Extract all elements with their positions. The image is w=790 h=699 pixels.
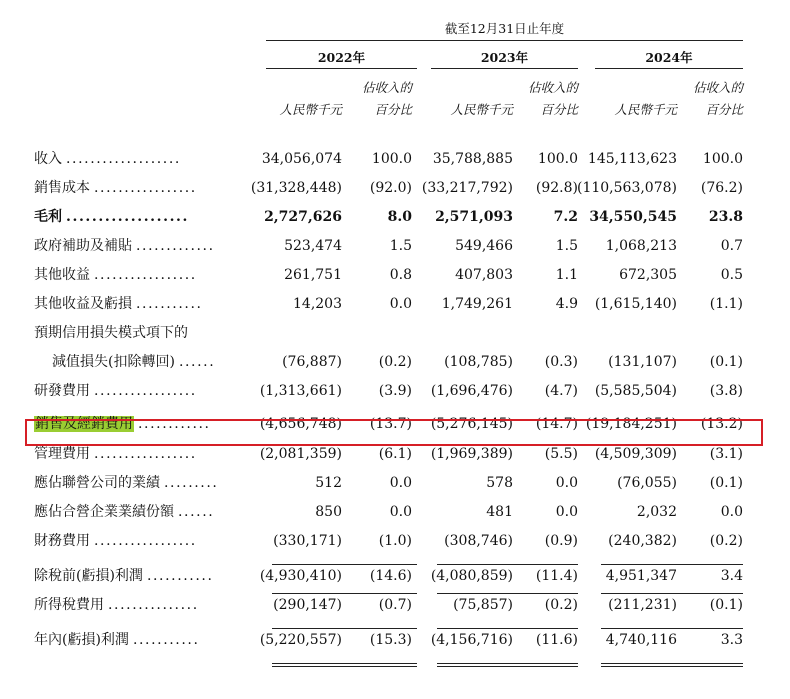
pct-col-header: 佔收入的	[527, 80, 578, 95]
row-label	[34, 630, 200, 650]
value-pct: (6.1)	[378, 446, 412, 462]
value-pct: (4.7)	[544, 383, 578, 399]
leader-dots: ............	[138, 416, 211, 432]
value-rmb: (4,509,309)	[594, 446, 677, 462]
row-label-text: 財務費用	[34, 533, 90, 549]
value-rmb: (1,615,140)	[594, 296, 677, 312]
value-rmb: (1,696,476)	[430, 383, 513, 399]
leader-dots: .................	[94, 533, 197, 549]
subtotal-rule	[437, 628, 578, 629]
subtotal-rule	[272, 628, 417, 629]
value-pct: 1.5	[555, 238, 578, 254]
value-pct: (3.9)	[378, 383, 412, 399]
row-label	[34, 149, 181, 169]
year-rule	[431, 68, 578, 69]
value-pct: (11.4)	[535, 568, 578, 584]
value-rmb: (308,746)	[444, 533, 513, 549]
subtotal-rule	[601, 593, 743, 594]
row-label	[34, 502, 214, 522]
value-rmb: (1,313,661)	[259, 383, 342, 399]
value-pct: (0.9)	[544, 533, 578, 549]
value-rmb: 145,113,623	[587, 151, 677, 167]
value-rmb: 2,571,093	[435, 209, 513, 225]
leader-dots: .........	[164, 475, 219, 491]
leader-dots: ......	[178, 504, 215, 520]
leader-dots: ...........	[132, 632, 200, 648]
pct-col-header: 百分比	[540, 102, 578, 117]
value-rmb: (19,184,251)	[585, 416, 677, 432]
value-pct: (92.8)	[535, 180, 578, 196]
leader-dots: .................	[94, 267, 197, 283]
value-pct: (0.1)	[709, 354, 743, 370]
value-pct: (0.3)	[544, 354, 578, 370]
value-pct: 100.0	[537, 151, 578, 167]
value-pct: 0.0	[389, 504, 412, 520]
value-rmb: (1,969,389)	[430, 446, 513, 462]
year-rule	[266, 68, 417, 69]
row-label	[34, 531, 197, 551]
row-label-text: 除稅前(虧損)利潤	[34, 568, 143, 584]
row-label	[34, 207, 189, 227]
row-label	[34, 178, 197, 198]
row-label-text: 所得稅費用	[34, 597, 104, 613]
value-rmb: (76,055)	[617, 475, 677, 491]
row-label-text: 研發費用	[34, 383, 90, 399]
value-rmb: (131,107)	[608, 354, 677, 370]
value-rmb: 578	[486, 475, 513, 491]
row-label-text: 減值損失(扣除轉回)	[52, 354, 175, 370]
value-pct: 0.5	[720, 267, 743, 283]
value-rmb: (33,217,792)	[421, 180, 513, 196]
value-pct: (13.7)	[369, 416, 412, 432]
value-pct: (15.3)	[369, 632, 412, 648]
value-rmb: (2,081,359)	[259, 446, 342, 462]
pct-col-header: 佔收入的	[361, 80, 412, 95]
value-rmb: (290,147)	[273, 597, 342, 613]
row-label	[34, 236, 215, 256]
rmb-col-header: 人民幣千元	[279, 102, 342, 117]
rmb-col-header: 人民幣千元	[614, 102, 677, 117]
row-label	[34, 444, 197, 464]
subtotal-rule	[437, 564, 578, 565]
value-rmb: 14,203	[293, 296, 342, 312]
total-double-rule	[601, 663, 743, 664]
row-label	[34, 323, 188, 343]
value-pct: 0.7	[720, 238, 743, 254]
value-pct: 0.0	[720, 504, 743, 520]
value-rmb: 523,474	[284, 238, 342, 254]
leader-dots: .................	[94, 383, 197, 399]
leader-dots: .................	[94, 446, 197, 462]
row-label-text: 毛利	[34, 209, 62, 225]
value-pct: (0.1)	[709, 597, 743, 613]
value-pct: (14.6)	[369, 568, 412, 584]
value-pct: (3.8)	[709, 383, 743, 399]
value-pct: 100.0	[702, 151, 743, 167]
value-rmb: 34,550,545	[589, 209, 677, 225]
value-rmb: (110,563,078)	[577, 180, 677, 196]
row-label-text: 其他收益及虧損	[34, 296, 132, 312]
value-pct: (0.1)	[709, 475, 743, 491]
value-pct: (3.1)	[709, 446, 743, 462]
subtotal-rule	[601, 628, 743, 629]
header-rule	[266, 40, 743, 41]
total-double-rule	[272, 666, 417, 667]
row-label-text: 其他收益	[34, 267, 90, 283]
value-pct: (0.2)	[709, 533, 743, 549]
value-pct: 0.0	[555, 475, 578, 491]
row-label-text: 應佔合營企業業績份額	[34, 504, 174, 520]
value-rmb: 481	[486, 504, 513, 520]
leader-dots: ......	[178, 354, 216, 370]
value-pct: 0.0	[389, 475, 412, 491]
row-label-text: 銷售成本	[34, 180, 90, 196]
row-label-text: 銷售及經銷費用	[35, 416, 133, 432]
total-double-rule	[272, 663, 417, 664]
value-rmb: 1,068,213	[605, 238, 677, 254]
value-pct: 0.8	[389, 267, 412, 283]
leader-dots: ...........	[146, 568, 214, 584]
value-rmb: (330,171)	[273, 533, 342, 549]
row-label	[34, 381, 197, 401]
value-rmb: (76,887)	[282, 354, 342, 370]
row-label	[34, 473, 218, 493]
leader-dots: .................	[94, 180, 197, 196]
value-pct: (92.0)	[369, 180, 412, 196]
row-label	[34, 566, 214, 586]
value-pct: (14.7)	[535, 416, 578, 432]
subtotal-rule	[272, 593, 417, 594]
value-rmb: 549,466	[455, 238, 513, 254]
row-label-text: 預期信用損失模式項下的	[34, 325, 188, 341]
value-rmb: (31,328,448)	[250, 180, 342, 196]
leader-dots: ...................	[66, 151, 181, 167]
value-rmb: 2,727,626	[264, 209, 342, 225]
value-pct: 1.1	[555, 267, 578, 283]
highlight-box	[25, 419, 763, 446]
row-label	[34, 294, 203, 314]
row-label-text: 政府補助及補貼	[34, 238, 132, 254]
value-pct: (5.5)	[544, 446, 578, 462]
value-rmb: (4,930,410)	[259, 568, 342, 584]
total-double-rule	[437, 663, 578, 664]
value-pct: 0.0	[555, 504, 578, 520]
value-rmb: (108,785)	[444, 354, 513, 370]
value-rmb: 4,951,347	[605, 568, 677, 584]
value-pct: (76.2)	[700, 180, 743, 196]
row-label	[34, 595, 199, 615]
value-rmb: 407,803	[455, 267, 513, 283]
value-pct: 7.2	[553, 209, 578, 225]
row-label-text: 管理費用	[34, 446, 90, 462]
value-rmb: 850	[315, 504, 342, 520]
value-rmb: (75,857)	[453, 597, 513, 613]
value-pct: 1.5	[389, 238, 412, 254]
row-label	[52, 352, 215, 372]
value-pct: (0.2)	[378, 354, 412, 370]
value-rmb: 1,749,261	[441, 296, 513, 312]
value-rmb: (211,231)	[608, 597, 677, 613]
year-rule	[595, 68, 743, 69]
row-label-text: 應佔聯營公司的業績	[34, 475, 160, 491]
value-pct: (1.1)	[709, 296, 743, 312]
value-rmb: 2,032	[636, 504, 677, 520]
value-rmb: (5,220,557)	[259, 632, 342, 648]
total-double-rule	[601, 666, 743, 667]
leader-dots: ...................	[66, 209, 190, 225]
value-pct: 4.9	[555, 296, 578, 312]
row-label-text: 年內(虧損)利潤	[34, 632, 129, 648]
value-rmb: 35,788,885	[432, 151, 513, 167]
value-pct: (0.7)	[378, 597, 412, 613]
rmb-col-header: 人民幣千元	[450, 102, 513, 117]
year-header: 2024年	[645, 50, 693, 65]
year-header: 2023年	[480, 50, 529, 65]
value-pct: (0.2)	[544, 597, 578, 613]
value-rmb: (5,585,504)	[594, 383, 677, 399]
value-pct: (11.6)	[535, 632, 578, 648]
value-rmb: (4,656,748)	[259, 416, 342, 432]
subtotal-rule	[601, 564, 743, 565]
value-pct: 100.0	[371, 151, 412, 167]
year-header: 2022年	[317, 50, 366, 65]
value-rmb: (4,080,859)	[430, 568, 513, 584]
value-pct: 23.8	[708, 209, 743, 225]
leader-dots: ...........	[136, 296, 203, 312]
subtotal-rule	[437, 593, 578, 594]
pct-col-header: 佔收入的	[692, 80, 743, 95]
value-pct: 3.4	[720, 568, 743, 584]
leader-dots: ...............	[108, 597, 199, 613]
leader-dots: .............	[136, 238, 215, 254]
value-rmb: (5,276,145)	[430, 416, 513, 432]
value-rmb: 672,305	[619, 267, 677, 283]
row-label	[34, 265, 197, 285]
value-rmb: 512	[315, 475, 342, 491]
value-rmb: (240,382)	[608, 533, 677, 549]
value-pct: (13.2)	[700, 416, 743, 432]
subtotal-rule	[272, 564, 417, 565]
pct-col-header: 百分比	[374, 102, 412, 117]
value-rmb: 34,056,074	[261, 151, 342, 167]
pct-col-header: 百分比	[705, 102, 743, 117]
value-pct: 3.3	[720, 632, 743, 648]
value-pct: 8.0	[387, 209, 412, 225]
row-label-text: 收入	[34, 151, 62, 167]
value-rmb: 4,740,116	[605, 632, 677, 648]
period-label: 截至12月31日止年度	[444, 21, 565, 36]
value-rmb: (4,156,716)	[430, 632, 513, 648]
total-double-rule	[437, 666, 578, 667]
value-pct: 0.0	[389, 296, 412, 312]
value-pct: (1.0)	[378, 533, 412, 549]
value-rmb: 261,751	[284, 267, 342, 283]
